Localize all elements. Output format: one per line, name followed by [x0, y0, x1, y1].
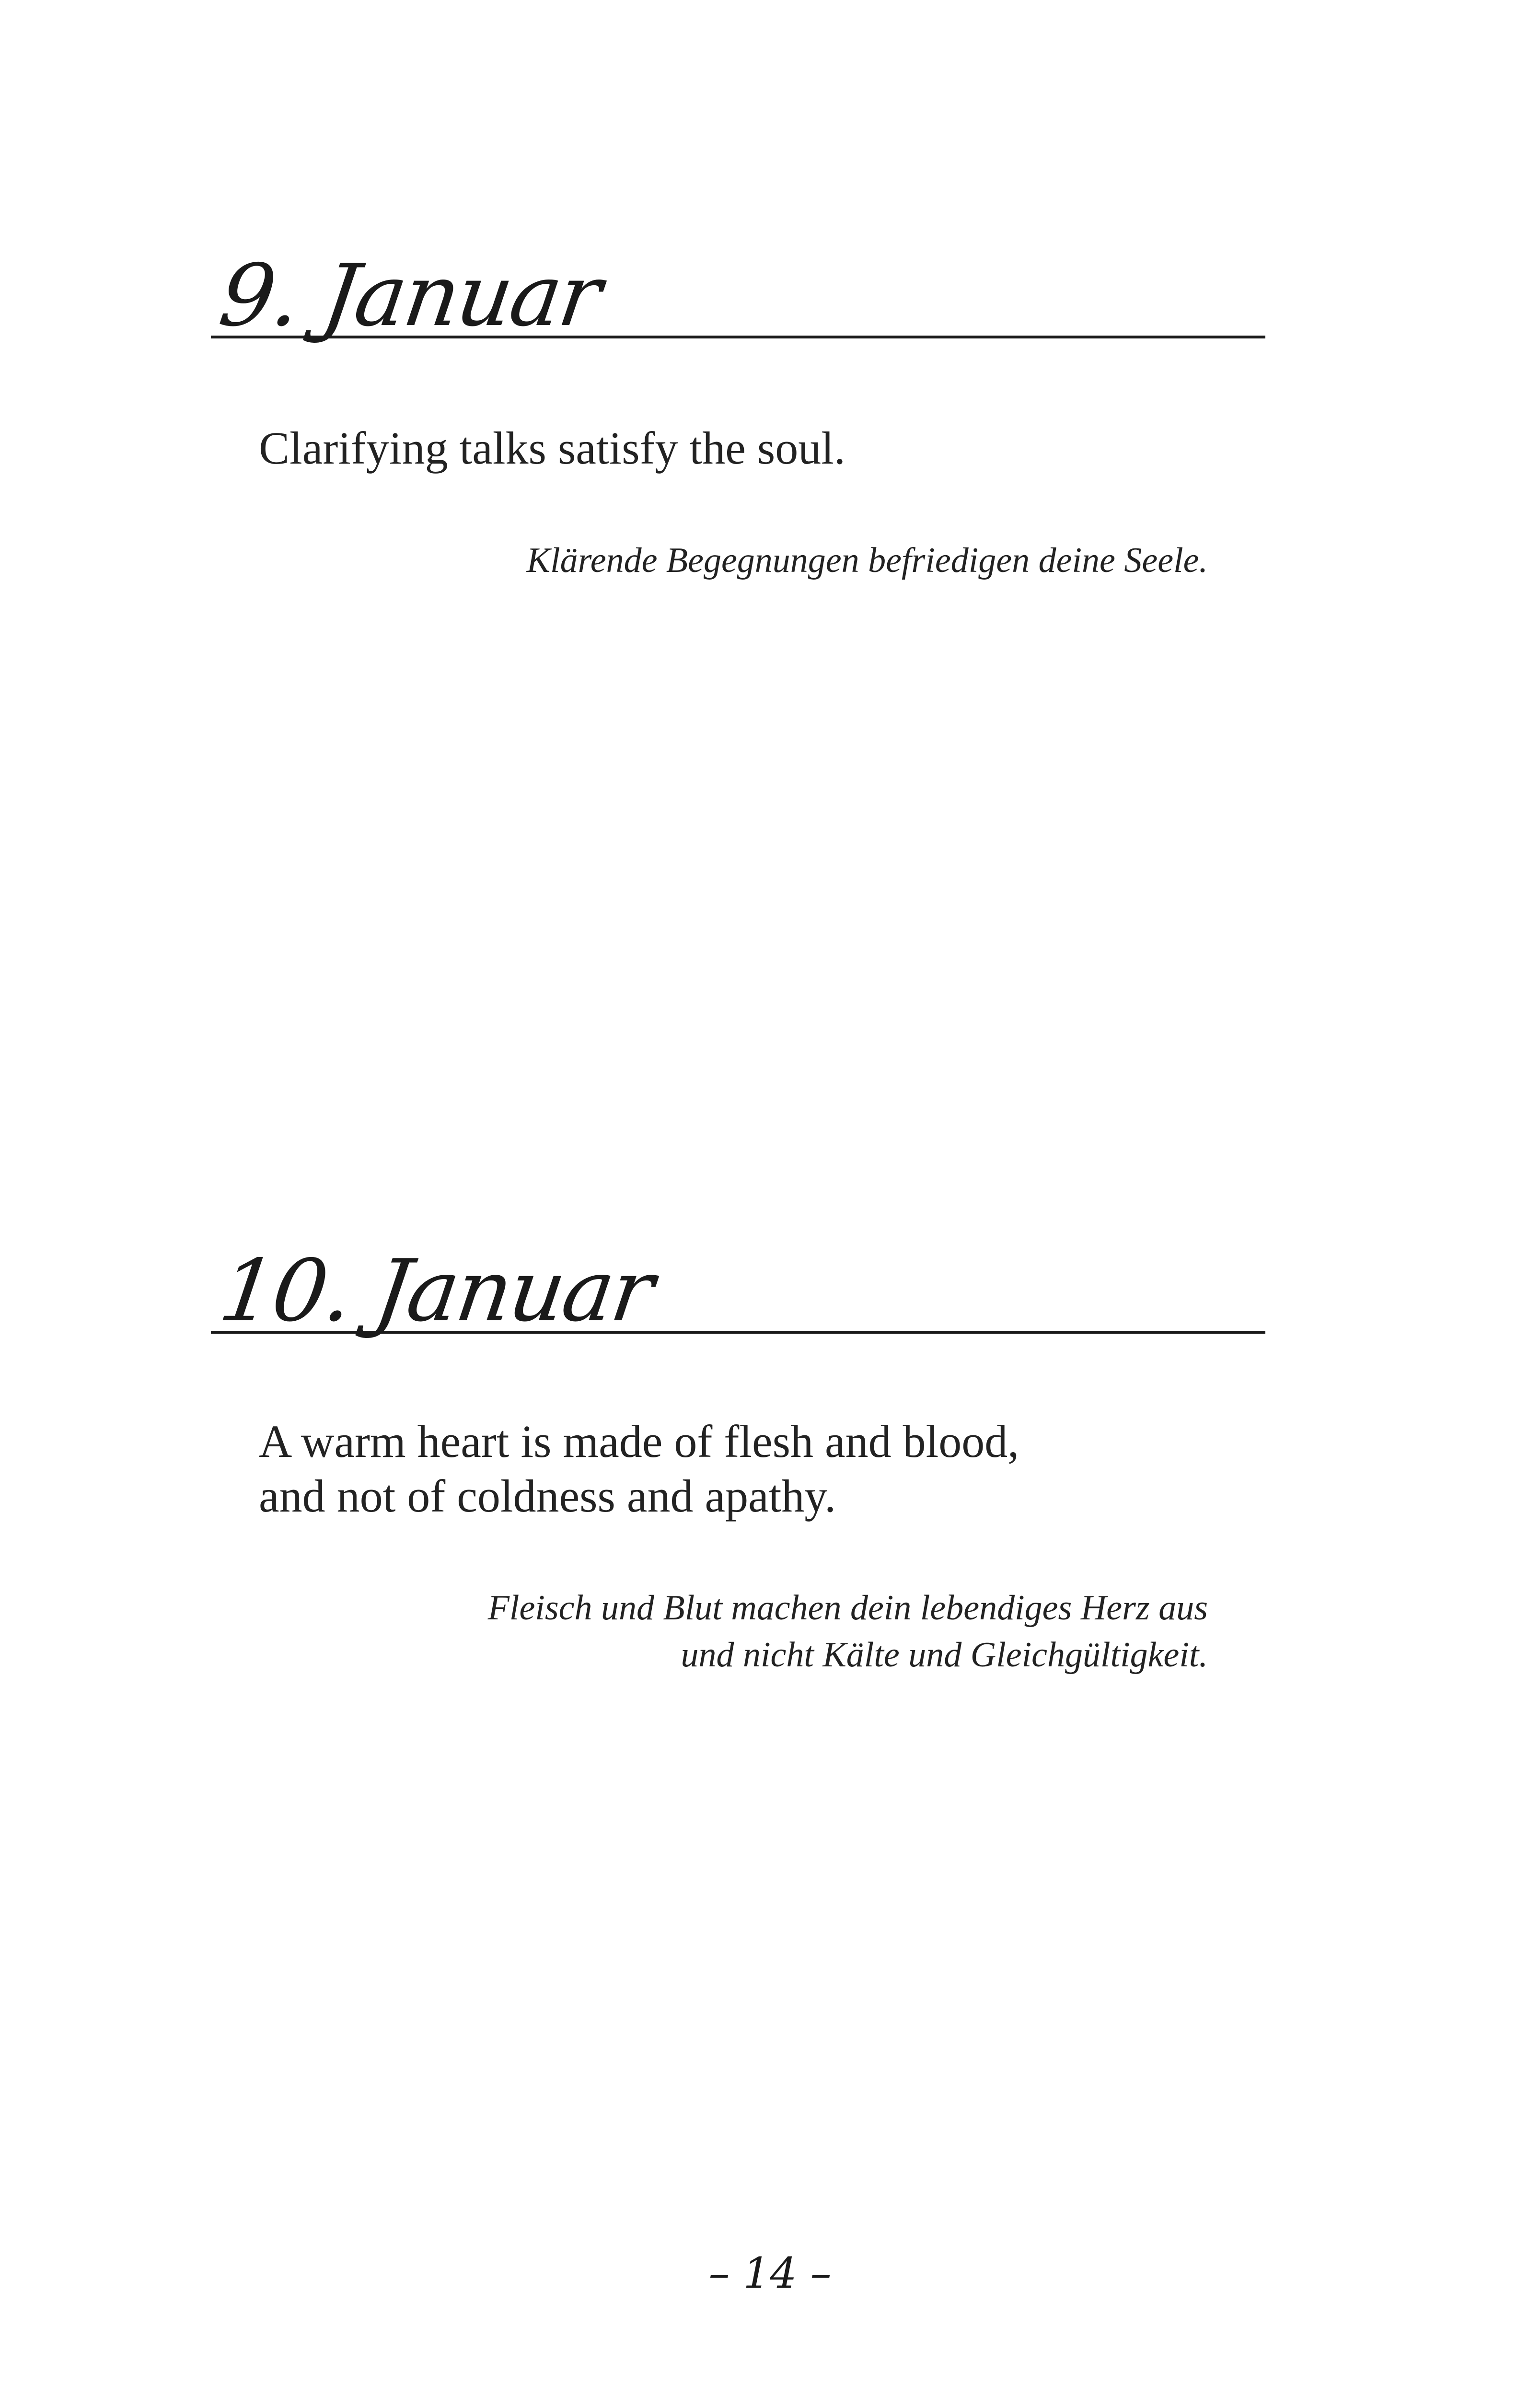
- date-heading: [211, 211, 1265, 345]
- date-title: 10. Januar: [214, 1241, 658, 1340]
- german-quote: Klärende Begegnungen befriedigen deine Seele.: [526, 541, 1208, 580]
- date-title: 9. Januar: [214, 246, 606, 345]
- page-number: – 14 –: [708, 2248, 832, 2298]
- english-quote: Clarifying talks satisfy the soul.: [259, 422, 845, 474]
- english-quote: A warm heart is made of flesh and blood, and not of coldness and apathy.: [259, 1416, 1019, 1522]
- date-heading: [211, 1206, 1265, 1340]
- german-quote: Fleisch und Blut machen dein lebendiges Herz aus und nicht Kälte und Gleichgültigkeit.: [487, 1588, 1208, 1675]
